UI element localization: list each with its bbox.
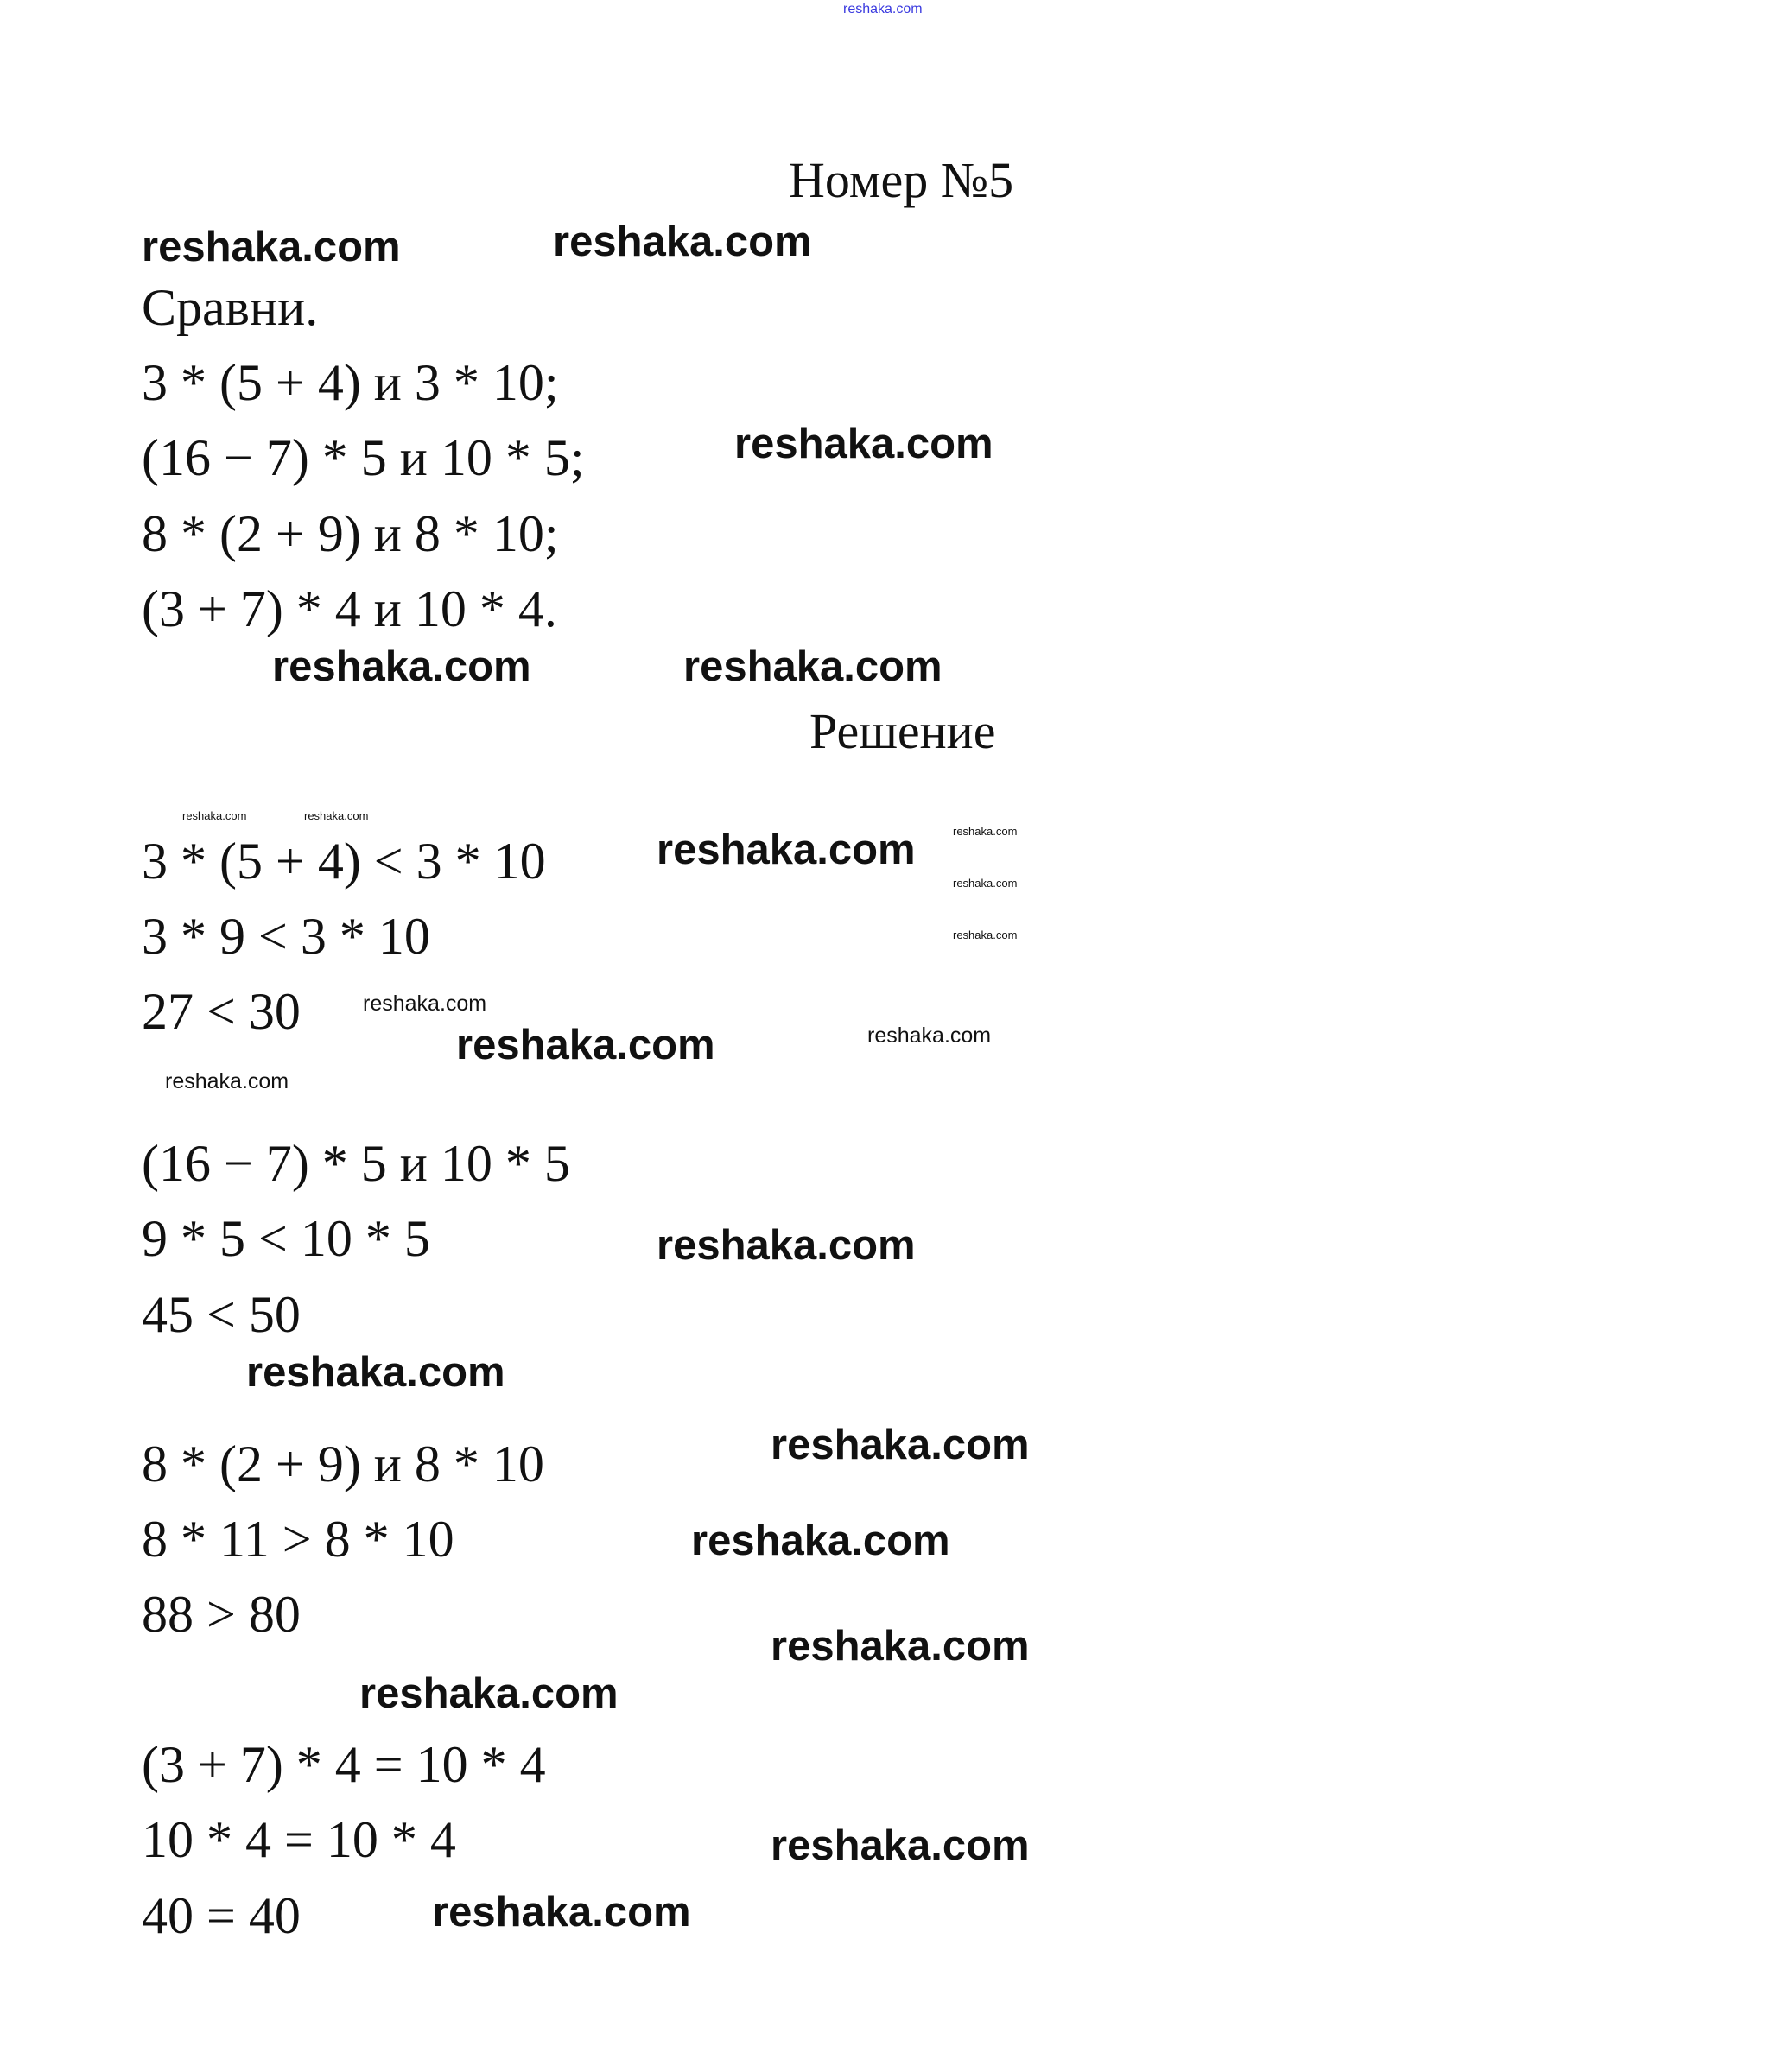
solution-heading: Решение: [809, 703, 996, 759]
watermark: reshaka.com: [553, 219, 812, 265]
watermark: reshaka.com: [304, 809, 369, 822]
watermark: reshaka.com: [771, 1422, 1030, 1468]
solution-line: 9 * 5 < 10 * 5: [142, 1210, 430, 1267]
watermark: reshaka.com: [953, 877, 1018, 890]
solution-line: 45 < 50: [142, 1286, 301, 1343]
watermark: reshaka.com: [953, 928, 1018, 941]
solution-line: 27 < 30: [142, 983, 301, 1040]
watermark: reshaka.com: [456, 1022, 715, 1068]
watermark: reshaka.com: [734, 421, 993, 467]
watermark: reshaka.com: [359, 1670, 619, 1717]
watermark: reshaka.com: [272, 643, 531, 690]
task-line: 3 * (5 + 4) и 3 * 10;: [142, 354, 559, 411]
watermark: reshaka.com: [953, 825, 1018, 838]
solution-line: 88 > 80: [142, 1586, 301, 1643]
watermark: reshaka.com: [432, 1889, 691, 1936]
watermark: reshaka.com: [182, 809, 247, 822]
solution-line: (16 − 7) * 5 и 10 * 5: [142, 1135, 570, 1192]
solution-line: (3 + 7) * 4 = 10 * 4: [142, 1736, 546, 1793]
page-title: Номер №5: [789, 152, 1014, 208]
solution-line: 10 * 4 = 10 * 4: [142, 1811, 456, 1868]
watermark: reshaka.com: [867, 1023, 992, 1048]
watermark: reshaka.com: [683, 643, 943, 690]
solution-line: 40 = 40: [142, 1887, 301, 1944]
solution-line: 8 * (2 + 9) и 8 * 10: [142, 1435, 544, 1492]
task-line: (3 + 7) * 4 и 10 * 4.: [142, 580, 557, 637]
watermark: reshaka.com: [771, 1623, 1030, 1670]
task-line: 8 * (2 + 9) и 8 * 10;: [142, 505, 559, 562]
task-prompt: Сравни.: [142, 279, 319, 336]
solution-line: 3 * 9 < 3 * 10: [142, 908, 430, 965]
watermark: reshaka.com: [657, 827, 916, 873]
watermark: reshaka.com: [246, 1349, 505, 1396]
watermark: reshaka.com: [771, 1822, 1030, 1869]
watermark: reshaka.com: [142, 224, 401, 270]
task-line: (16 − 7) * 5 и 10 * 5;: [142, 429, 585, 486]
solution-line: 3 * (5 + 4) < 3 * 10: [142, 833, 546, 890]
watermark: reshaka.com: [657, 1222, 916, 1269]
watermark: reshaka.com: [165, 1069, 289, 1093]
watermark: reshaka.com: [363, 992, 487, 1016]
site-link[interactable]: reshaka.com: [843, 2, 923, 16]
watermark: reshaka.com: [691, 1518, 950, 1564]
solution-line: 8 * 11 > 8 * 10: [142, 1511, 454, 1568]
